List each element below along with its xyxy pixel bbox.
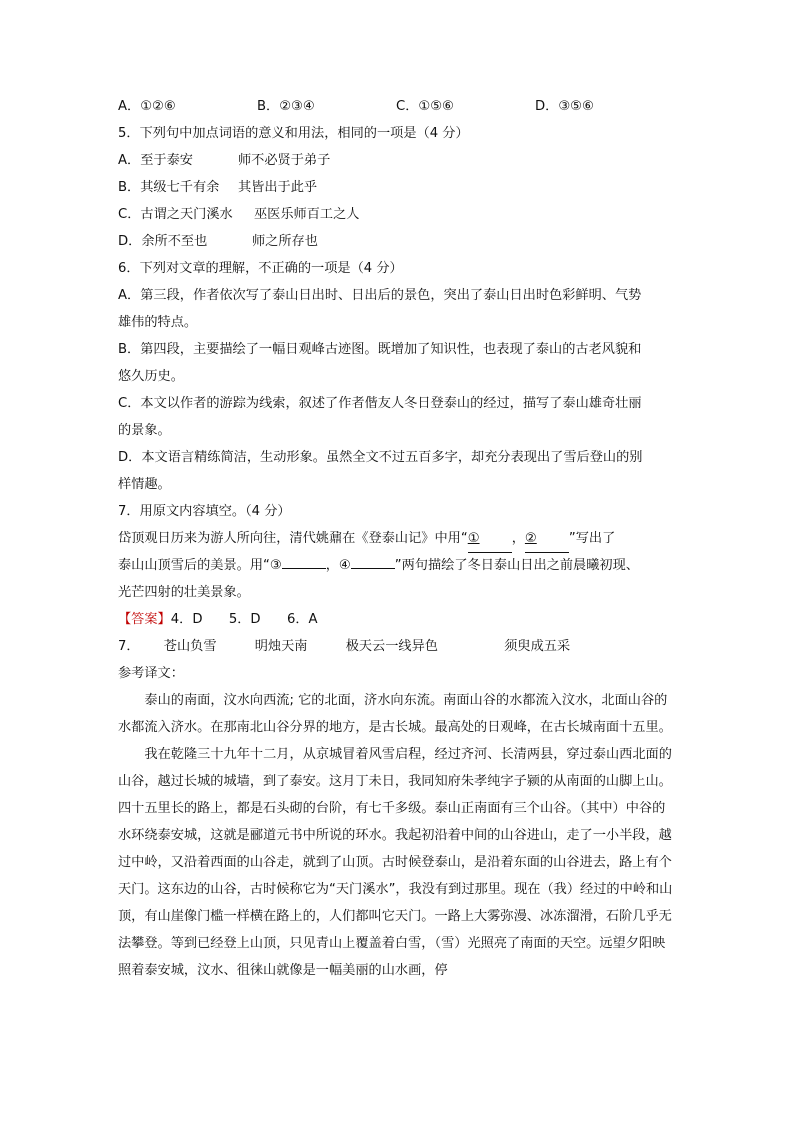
q6-option-c-line1: C．本文以作者的游踪为线索，叙述了作者偕友人冬日登泰山的经过，描写了泰山雄奇壮丽: [118, 396, 642, 411]
q6-stem: 6．下列对文章的理解，不正确的一项是（4 分）: [118, 261, 403, 276]
answer-q7-item-2: 明烛天南: [254, 639, 308, 654]
answer-label: 【答案】: [118, 612, 171, 627]
translation-body: [118, 687, 678, 984]
q7-line1: [118, 525, 678, 552]
q7-stem: 7．用原文内容填空。（4 分）: [118, 504, 291, 519]
q6-option-b-line2: 悠久历史。: [118, 369, 184, 384]
q7-line1-pre: 岱顶观日历来为游人所向往，清代姚鼐在《登泰山记》中用“: [118, 531, 468, 546]
q6-option-c-line2: 的景象。: [118, 423, 171, 438]
q7-line2: [118, 552, 678, 579]
q6-option-a-line1: A．第三段，作者依次写了泰山日出时、日出后的景色，突出了泰山日出时色彩鲜明、气势: [118, 288, 642, 303]
translation-paragraph-2: 我在乾隆三十九年十二月，从京城冒着风雪启程，经过齐河、长清两县，穿过泰山西北面的山谷，越过长城的城墙，到了泰安。这月丁未日，我同知府朱孝纯字子颍的从南面的山脚上山。四十五里长的路上，都是石头砌的台阶，有七千多级。泰山正南面有三个山谷。（其中）中谷的水环绕泰安城，这就是郦道元书中所说的环水。我起初沿着中间的山谷进山，走了一小半段，越过中岭，又沿着西面的山谷走，就到了山顶。古时候登泰山，是沿着东面的山谷进去，路上有个天门。这东边的山谷，古时候称它为“天门溪水”，我没有到过那里。现在（我）经过的中岭和山顶，有山崖像门槛一样横在路上的，人们都叫它天门。一路上大雾弥漫、冰冻溜滑，石阶几乎无法攀登。等到已经登上山顶，只见青山上覆盖着白雪，（雪）光照亮了南面的天空。远望夕阳映照着泰安城，汶水、徂徕山就像是一幅美丽的山水画，停: [118, 747, 673, 978]
answer-text: 4．D 5．D 6．A: [170, 612, 318, 627]
q5-option-a-left: A．至于泰安: [118, 153, 193, 168]
q7-line2-pre: 泰山山顶雪后的美景。用“③: [118, 558, 282, 573]
answer-q7-item-4: 须臾成五采: [504, 639, 571, 654]
q7-line2-post: ”两句描绘了冬日泰山日出之前晨曦初现、: [394, 558, 639, 573]
q6-option-d-line2: 样情趣。: [118, 477, 171, 492]
q5-option-d-right: 师之所存也: [252, 234, 318, 249]
q5-option-b-right: 其皆出于此乎: [238, 180, 318, 195]
q4-option-d: D．③⑤⑥: [535, 99, 594, 114]
q7-blank-1: ①: [468, 525, 512, 553]
q5-option-a: [118, 147, 678, 174]
answer-q7-item-3: 极天云一线异色: [345, 639, 438, 654]
q5-option-c-right: 巫医乐师百工之人: [254, 207, 360, 222]
q6-option-a-line2: 雄伟的特点。: [118, 315, 198, 330]
q5-option-c: [118, 201, 678, 228]
q7-blank-4: [351, 568, 395, 569]
q6-option-d-line1: D．本文语言精练简洁，生动形象。虽然全文不过五百多字，却充分表现出了雪后登山的别: [118, 450, 643, 465]
q5-option-b-left: B．其级七千有余: [118, 180, 220, 195]
q7-blank-2: ②: [525, 525, 569, 553]
answer-line: [118, 606, 678, 633]
q4-option-b: B．②③④: [257, 99, 315, 114]
q4-options: [118, 93, 678, 120]
translation-paragraph-1: 泰山的南面，汶水向西流; 它的北面，济水向东流。南面山谷的水都流入汶水，北面山谷的水都流入济水。在那南北山谷分界的地方，是古长城。最高处的日观峰，在古长城南面十五里。: [118, 693, 672, 735]
q7-sep: ，: [511, 531, 525, 546]
q5-option-d: [118, 228, 678, 255]
q7-line3: 光芒四射的壮美景象。: [118, 585, 250, 600]
q5-stem: 5．下列句中加点词语的意义和用法，相同的一项是（4 分）: [118, 126, 469, 141]
q4-option-a: A．①②⑥: [118, 99, 176, 114]
translation-title: 参考译文：: [118, 666, 184, 681]
q4-option-c: C．①⑤⑥: [396, 99, 454, 114]
q5-option-d-left: D．余所不至也: [118, 234, 208, 249]
q5-option-a-right: 师不必贤于弟子: [238, 153, 331, 168]
answer-q7-number: 7．: [118, 639, 140, 654]
q5-option-c-left: C．古谓之天门溪水: [118, 207, 233, 222]
q5-option-b: [118, 174, 678, 201]
document-page: [118, 93, 678, 984]
q7-blank-3: [282, 568, 326, 569]
q6-option-b-line1: B．第四段，主要描绘了一幅日观峰古迹图。既增加了知识性，也表现了泰山的古老风貌和: [118, 342, 642, 357]
answer-q7-item-1: 苍山负雪: [163, 639, 217, 654]
q7-line2-mid: ，④: [325, 558, 351, 573]
q7-line1-post: ”写出了: [568, 531, 616, 546]
answer-q7: [118, 633, 678, 660]
